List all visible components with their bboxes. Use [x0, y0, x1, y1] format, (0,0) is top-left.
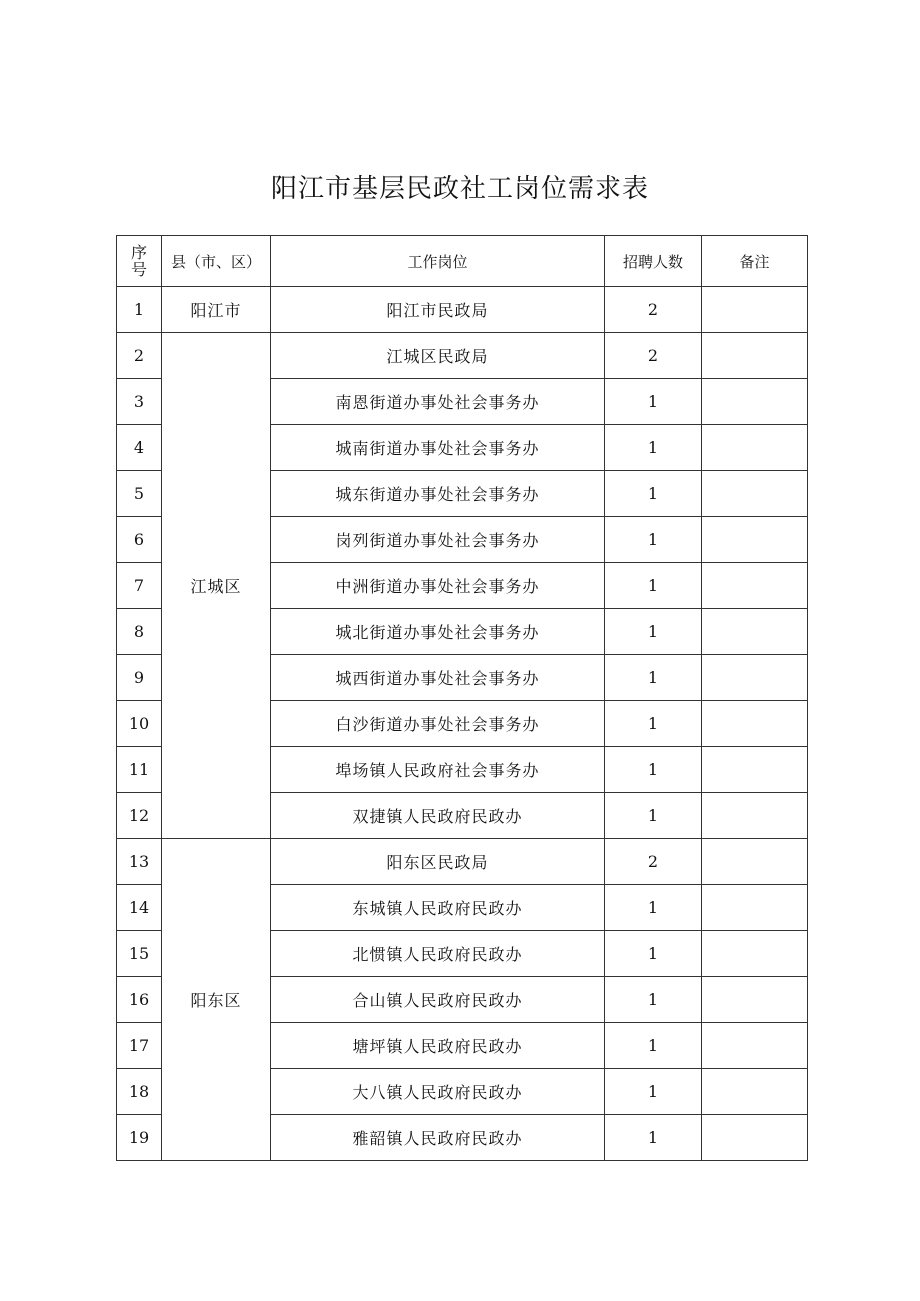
- count-cell: 2: [605, 333, 702, 379]
- count-cell: 1: [605, 701, 702, 747]
- note-cell: [702, 333, 808, 379]
- note-cell: [702, 287, 808, 333]
- count-cell: 1: [605, 655, 702, 701]
- count-cell: 1: [605, 1069, 702, 1115]
- post-cell: 东城镇人民政府民政办: [271, 885, 605, 931]
- count-cell: 1: [605, 977, 702, 1023]
- count-cell: 1: [605, 1023, 702, 1069]
- post-cell: 南恩街道办事处社会事务办: [271, 379, 605, 425]
- post-cell: 塘坪镇人民政府民政办: [271, 1023, 605, 1069]
- seq-cell: 12: [117, 793, 162, 839]
- note-cell: [702, 747, 808, 793]
- note-cell: [702, 379, 808, 425]
- seq-cell: 14: [117, 885, 162, 931]
- note-cell: [702, 793, 808, 839]
- post-cell: 城西街道办事处社会事务办: [271, 655, 605, 701]
- post-cell: 城南街道办事处社会事务办: [271, 425, 605, 471]
- note-cell: [702, 977, 808, 1023]
- count-cell: 1: [605, 425, 702, 471]
- post-cell: 阳东区民政局: [271, 839, 605, 885]
- count-cell: 1: [605, 517, 702, 563]
- post-cell: 合山镇人民政府民政办: [271, 977, 605, 1023]
- note-cell: [702, 1115, 808, 1161]
- header-note: 备注: [702, 236, 808, 287]
- post-cell: 城北街道办事处社会事务办: [271, 609, 605, 655]
- post-cell: 白沙街道办事处社会事务办: [271, 701, 605, 747]
- table-row: [117, 333, 808, 379]
- seq-cell: 17: [117, 1023, 162, 1069]
- count-cell: 1: [605, 885, 702, 931]
- note-cell: [702, 1023, 808, 1069]
- count-cell: 1: [605, 563, 702, 609]
- count-cell: 1: [605, 379, 702, 425]
- note-cell: [702, 471, 808, 517]
- note-cell: [702, 931, 808, 977]
- seq-cell: 9: [117, 655, 162, 701]
- post-cell: 城东街道办事处社会事务办: [271, 471, 605, 517]
- seq-cell: 19: [117, 1115, 162, 1161]
- note-cell: [702, 885, 808, 931]
- table-row: [117, 839, 808, 885]
- note-cell: [702, 517, 808, 563]
- post-cell: 雅韶镇人民政府民政办: [271, 1115, 605, 1161]
- post-cell: 大八镇人民政府民政办: [271, 1069, 605, 1115]
- post-cell: 岗列街道办事处社会事务办: [271, 517, 605, 563]
- note-cell: [702, 563, 808, 609]
- header-count: 招聘人数: [605, 236, 702, 287]
- seq-cell: 5: [117, 471, 162, 517]
- page-title: 阳江市基层民政社工岗位需求表: [270, 174, 649, 204]
- note-cell: [702, 839, 808, 885]
- header-post: 工作岗位: [271, 236, 605, 287]
- count-cell: 2: [605, 839, 702, 885]
- seq-cell: 8: [117, 609, 162, 655]
- seq-cell: 13: [117, 839, 162, 885]
- seq-cell: 1: [117, 287, 162, 333]
- post-cell: 双捷镇人民政府民政办: [271, 793, 605, 839]
- count-cell: 1: [605, 609, 702, 655]
- seq-cell: 4: [117, 425, 162, 471]
- seq-cell: 3: [117, 379, 162, 425]
- county-cell-yangjiang-city: 阳江市: [162, 287, 271, 333]
- seq-cell: 7: [117, 563, 162, 609]
- demand-table: [116, 235, 808, 1161]
- table-row: [117, 287, 808, 333]
- county-cell-jiangcheng: 江城区: [162, 333, 271, 839]
- county-cell-yangdong: 阳东区: [162, 839, 271, 1161]
- post-cell: 埠场镇人民政府社会事务办: [271, 747, 605, 793]
- note-cell: [702, 701, 808, 747]
- count-cell: 1: [605, 793, 702, 839]
- post-cell: 阳江市民政局: [271, 287, 605, 333]
- header-seq: 序号: [117, 236, 162, 287]
- note-cell: [702, 1069, 808, 1115]
- seq-cell: 15: [117, 931, 162, 977]
- post-cell: 北惯镇人民政府民政办: [271, 931, 605, 977]
- note-cell: [702, 425, 808, 471]
- count-cell: 1: [605, 471, 702, 517]
- count-cell: 1: [605, 747, 702, 793]
- count-cell: 1: [605, 931, 702, 977]
- count-cell: 1: [605, 1115, 702, 1161]
- seq-cell: 10: [117, 701, 162, 747]
- seq-cell: 16: [117, 977, 162, 1023]
- post-cell: 江城区民政局: [271, 333, 605, 379]
- header-county: 县（市、区）: [162, 236, 271, 287]
- post-cell: 中洲街道办事处社会事务办: [271, 563, 605, 609]
- seq-cell: 6: [117, 517, 162, 563]
- count-cell: 2: [605, 287, 702, 333]
- seq-cell: 2: [117, 333, 162, 379]
- note-cell: [702, 655, 808, 701]
- seq-cell: 18: [117, 1069, 162, 1115]
- seq-cell: 11: [117, 747, 162, 793]
- table-header-row: [117, 236, 808, 287]
- note-cell: [702, 609, 808, 655]
